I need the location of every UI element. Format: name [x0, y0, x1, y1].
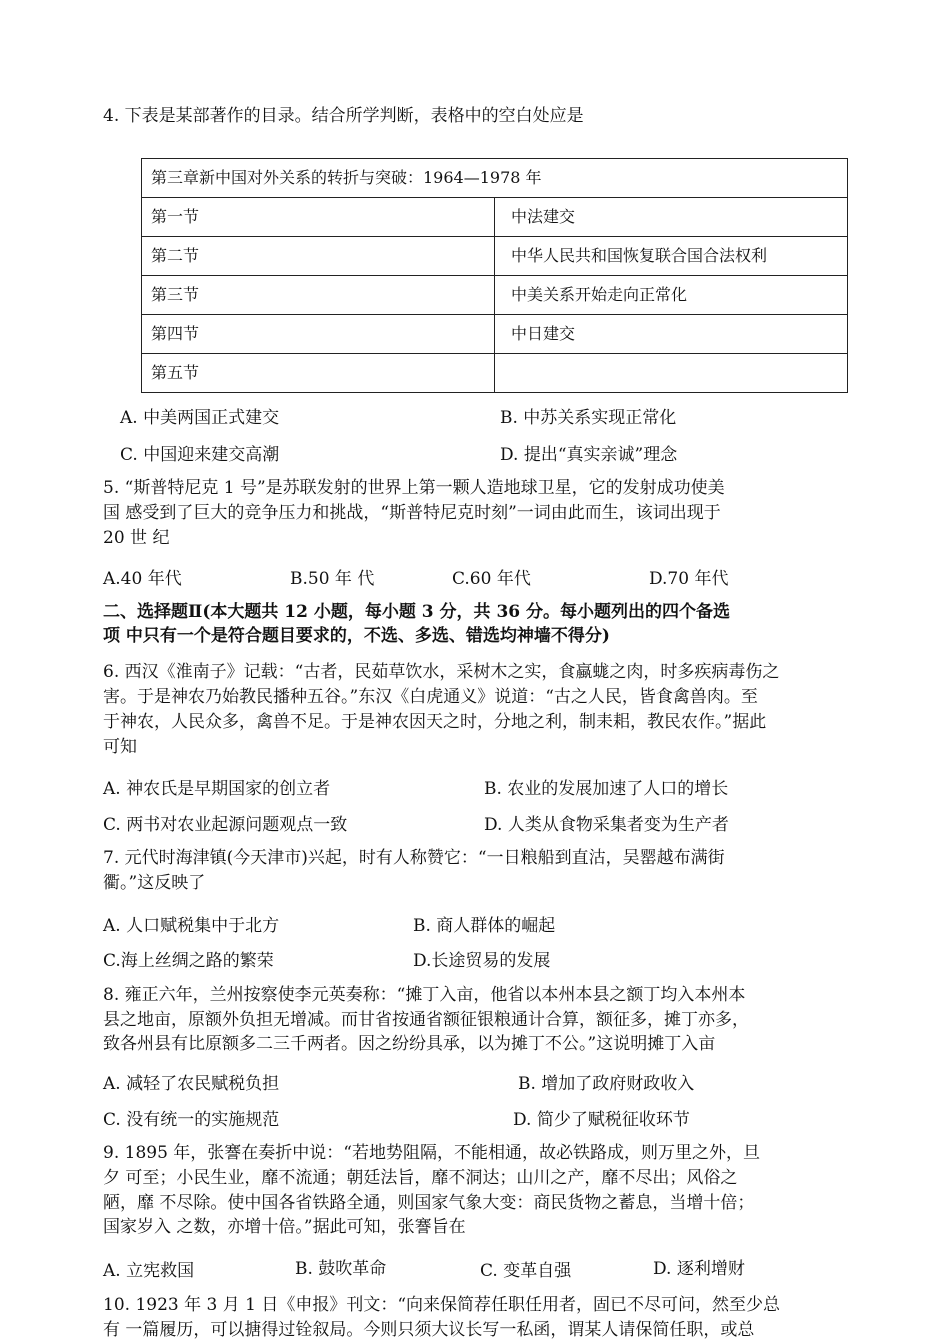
q4-option-d: D. 提出“真实亲诚”理念 [500, 445, 678, 465]
section2-heading-line-1: 二、选择题Ⅱ(本大题共 12 小题，每小题 3 分，共 36 分。每小题列出的四个备选 [103, 602, 731, 622]
q6-line-1: 6. 西汉《淮南子》记载：“古者，民茹草饮水，采树木之实，食蠃蛖之肉，时多疾病毒伤之 [103, 662, 780, 682]
q7-option-b: B. 商人群体的崛起 [413, 916, 556, 936]
q4-stem: 4. 下表是某部著作的目录。结合所学判断，表格中的空白处应是 [103, 106, 584, 126]
q5-option-c: C.60 年代 [452, 569, 531, 589]
q10-line-1: 10. 1923 年 3 月 1 日《申报》刊文：“向来保简荐任职任用者，固已不尽可问，然至少总 [103, 1295, 781, 1315]
q5-option-a: A.40 年代 [103, 569, 182, 589]
q8-line-3: 致各州县有比原额多二三千两者。因之纷纷具承，以为摊丁不公。”这说明摊丁入亩 [103, 1034, 716, 1054]
content-cell: 中法建交 [495, 198, 848, 237]
q6-line-3: 于神农，人民众多，禽兽不足。于是神农因天之时，分地之利，制耒耜，教民农作。”据此 [103, 712, 767, 732]
section-cell: 第五节 [142, 354, 495, 393]
q7-option-c: C.海上丝绸之路的繁荣 [103, 951, 274, 971]
table-row [142, 198, 848, 237]
q5-option-d: D.70 年代 [649, 569, 729, 589]
q5-line-3: 20 世 纪 [103, 528, 170, 548]
blank-content-cell [495, 354, 848, 393]
q8-line-2: 县之地亩，原额外负担无增减。而甘省按通省额征银粮通计合算，额征多，摊丁亦多， [103, 1010, 749, 1030]
q6-option-b: B. 农业的发展加速了人口的增长 [484, 779, 729, 799]
q4-option-c: C. 中国迎来建交高潮 [120, 445, 280, 465]
q7-option-a: A. 人口赋税集中于北方 [103, 916, 280, 936]
q9-option-a: A. 立宪救国 [103, 1261, 195, 1281]
q6-option-d: D. 人类从食物采集者变为生产者 [484, 815, 729, 835]
q10-line-2: 有 一篇履历，可以搪得过铨叙局。今则只须大议长写一私函，谓某人请保简任职，或总 [103, 1320, 755, 1340]
q9-line-4: 国家岁入 之数，亦增十倍。”据此可知，张謇旨在 [103, 1217, 466, 1237]
q9-option-d: D. 逐利增财 [653, 1259, 745, 1279]
table-of-contents [141, 158, 848, 393]
table-row [142, 354, 848, 393]
section-cell: 第二节 [142, 237, 495, 276]
q6-line-2: 害。于是神农乃始教民播种五谷。”东汉《白虎通义》说道：“古之人民，皆食禽兽肉。至 [103, 687, 758, 707]
q8-line-1: 8. 雍正六年，兰州按察使李元英奏称：“摊丁入亩，他省以本州本县之额丁均入本州本 [103, 985, 746, 1005]
q9-option-b: B. 鼓吹革命 [295, 1259, 387, 1279]
content-cell: 中日建交 [495, 315, 848, 354]
q9-line-1: 9. 1895 年，张謇在奏折中说：“若地势阻隔，不能相通，故必铁路成，则万里之外，旦 [103, 1143, 760, 1163]
table-title: 第三章新中国对外关系的转折与突破：1964—1978 年 [142, 159, 848, 198]
table-row [142, 315, 848, 354]
q9-line-3: 陋，靡 不尽除。使中国各省铁路全通，则国家气象大变：商民货物之蓄息，当增十倍； [103, 1193, 755, 1213]
q9-line-2: 夕 可至；小民生业，靡不流通；朝廷法旨，靡不洞达；山川之产，靡不尽出；风俗之 [103, 1168, 738, 1188]
q4-option-a: A. 中美两国正式建交 [120, 408, 280, 428]
q8-option-d: D. 简少了赋税征收环节 [513, 1110, 690, 1130]
section2-heading-line-2: 项 中只有一个是符合题目要求的，不选、多选、错选均神墙不得分) [103, 626, 610, 646]
table-row [142, 237, 848, 276]
q7-line-1: 7. 元代时海津镇(今天津市)兴起，时有人称赞它：“一日粮船到直沽，吴罂越布满街 [103, 848, 725, 868]
q6-option-a: A. 神农氏是早期国家的创立者 [103, 779, 331, 799]
q8-option-b: B. 增加了政府财政收入 [518, 1074, 695, 1094]
section-cell: 第一节 [142, 198, 495, 237]
q6-line-4: 可知 [103, 737, 137, 757]
section-cell: 第三节 [142, 276, 495, 315]
content-cell: 中美关系开始走向正常化 [495, 276, 848, 315]
q7-line-2: 衢。”这反映了 [103, 873, 206, 893]
q7-option-d: D.长途贸易的发展 [413, 951, 551, 971]
q6-option-c: C. 两书对农业起源问题观点一致 [103, 815, 348, 835]
table-title-row [142, 159, 848, 198]
q8-option-c: C. 没有统一的实施规范 [103, 1110, 280, 1130]
q8-option-a: A. 减轻了农民赋税负担 [103, 1074, 280, 1094]
q5-line-2: 国 感受到了巨大的竞争压力和挑战，“斯普特尼克时刻”一词由此而生，该词出现于 [103, 503, 721, 523]
table-row [142, 276, 848, 315]
section-cell: 第四节 [142, 315, 495, 354]
content-cell: 中华人民共和国恢复联合国合法权利 [495, 237, 848, 276]
q9-option-c: C. 变革自强 [480, 1261, 572, 1281]
q5-line-1: 5. “斯普特尼克 1 号”是苏联发射的世界上第一颗人造地球卫星，它的发射成功使美 [103, 478, 725, 498]
q5-option-b: B.50 年 代 [290, 569, 375, 589]
q4-option-b: B. 中苏关系实现正常化 [500, 408, 677, 428]
